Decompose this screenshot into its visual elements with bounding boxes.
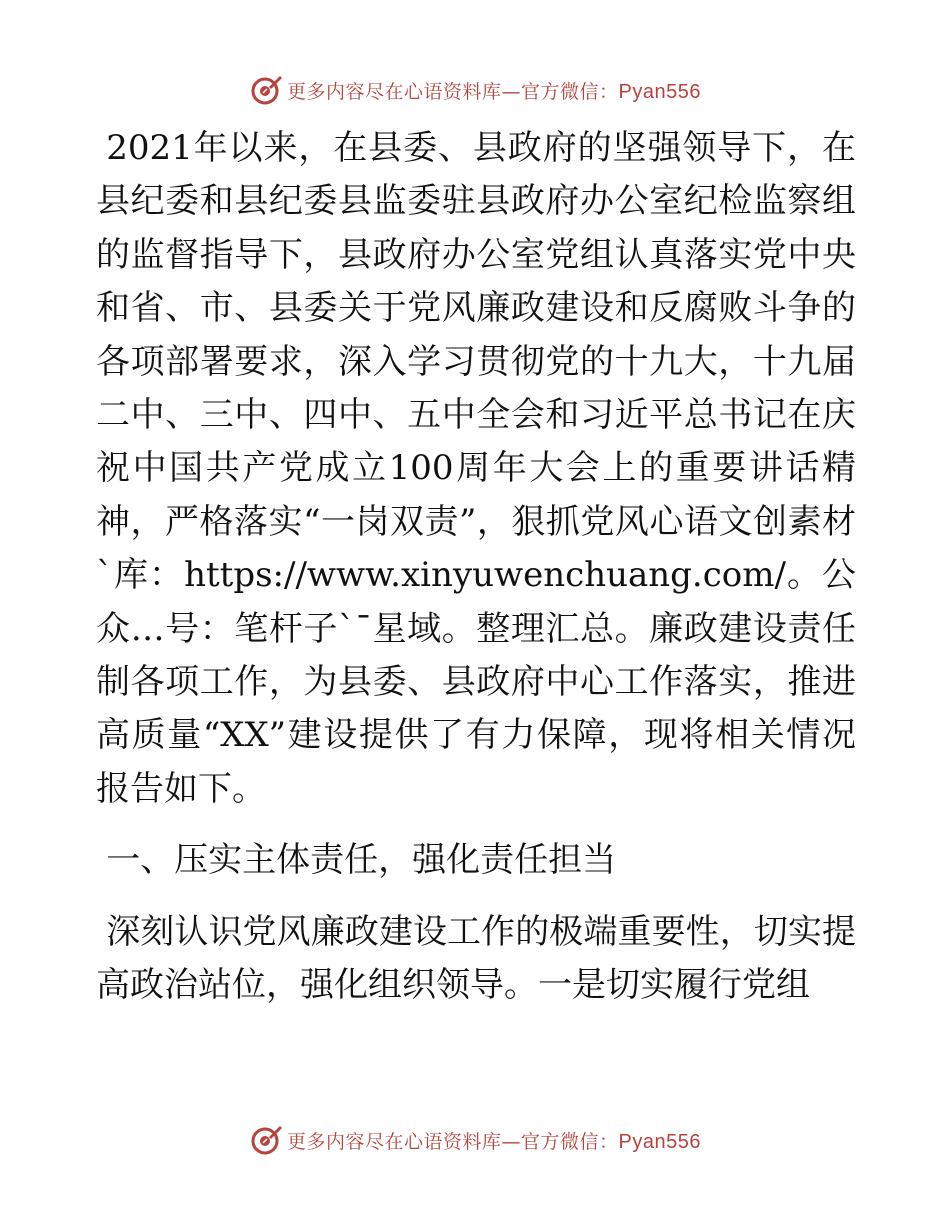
red-pen-circle-logo-icon [249, 1123, 283, 1157]
red-pen-circle-logo-icon [249, 73, 283, 107]
footer-banner-text: 更多内容尽在心语资料库 [287, 1130, 502, 1153]
footer-banner-suffix: 官方微信： [521, 1130, 619, 1153]
header-banner-text: 更多内容尽在心语资料库 [287, 80, 502, 103]
footer-wechat-id: Pyan556 [618, 1130, 701, 1153]
header-wechat-id: Pyan556 [618, 80, 701, 103]
section-heading-1: 一、压实主体责任，强化责任担当 [106, 840, 617, 881]
document-body [96, 122, 856, 1013]
body-paragraph-1: 2021年以来，在县委、县政府的坚强领导下，在县纪委和县纪委县监委驻县政府办公室纪检监察组的监督指导下，县政府办公室党组认真落实党中央和省、市、县委关于党风廉政建设和反腐败斗争的各项部署要求，深入学习贯彻党的十九大，十九届二中、三中、四中、五中全会和习近平总书记在庆祝中国共产党成立100周年大会上的重要讲话精神，严格落实“一岗双责”，狠抓党风心语文创素材`库：https://www.xinyuwenchuang.com/。公众…号：笔杆子`¯星域。整理汇总。廉政建设责任制各项工作，为县委、县政府中心工作落实，推进高质量“XX”建设提供了有力保障，现将相关情况报告如下。 [96, 128, 856, 809]
body-paragraph-2: 深刻认识党风廉政建设工作的极端重要性，切实提高政治站位，强化组织领导。一是切实履行党组 [96, 911, 856, 1006]
footer-banner [0, 1120, 950, 1160]
header-banner-suffix: 官方微信： [521, 80, 619, 103]
header-banner-separator: — [501, 80, 522, 103]
header-banner [0, 70, 950, 110]
footer-banner-separator: — [501, 1130, 522, 1153]
